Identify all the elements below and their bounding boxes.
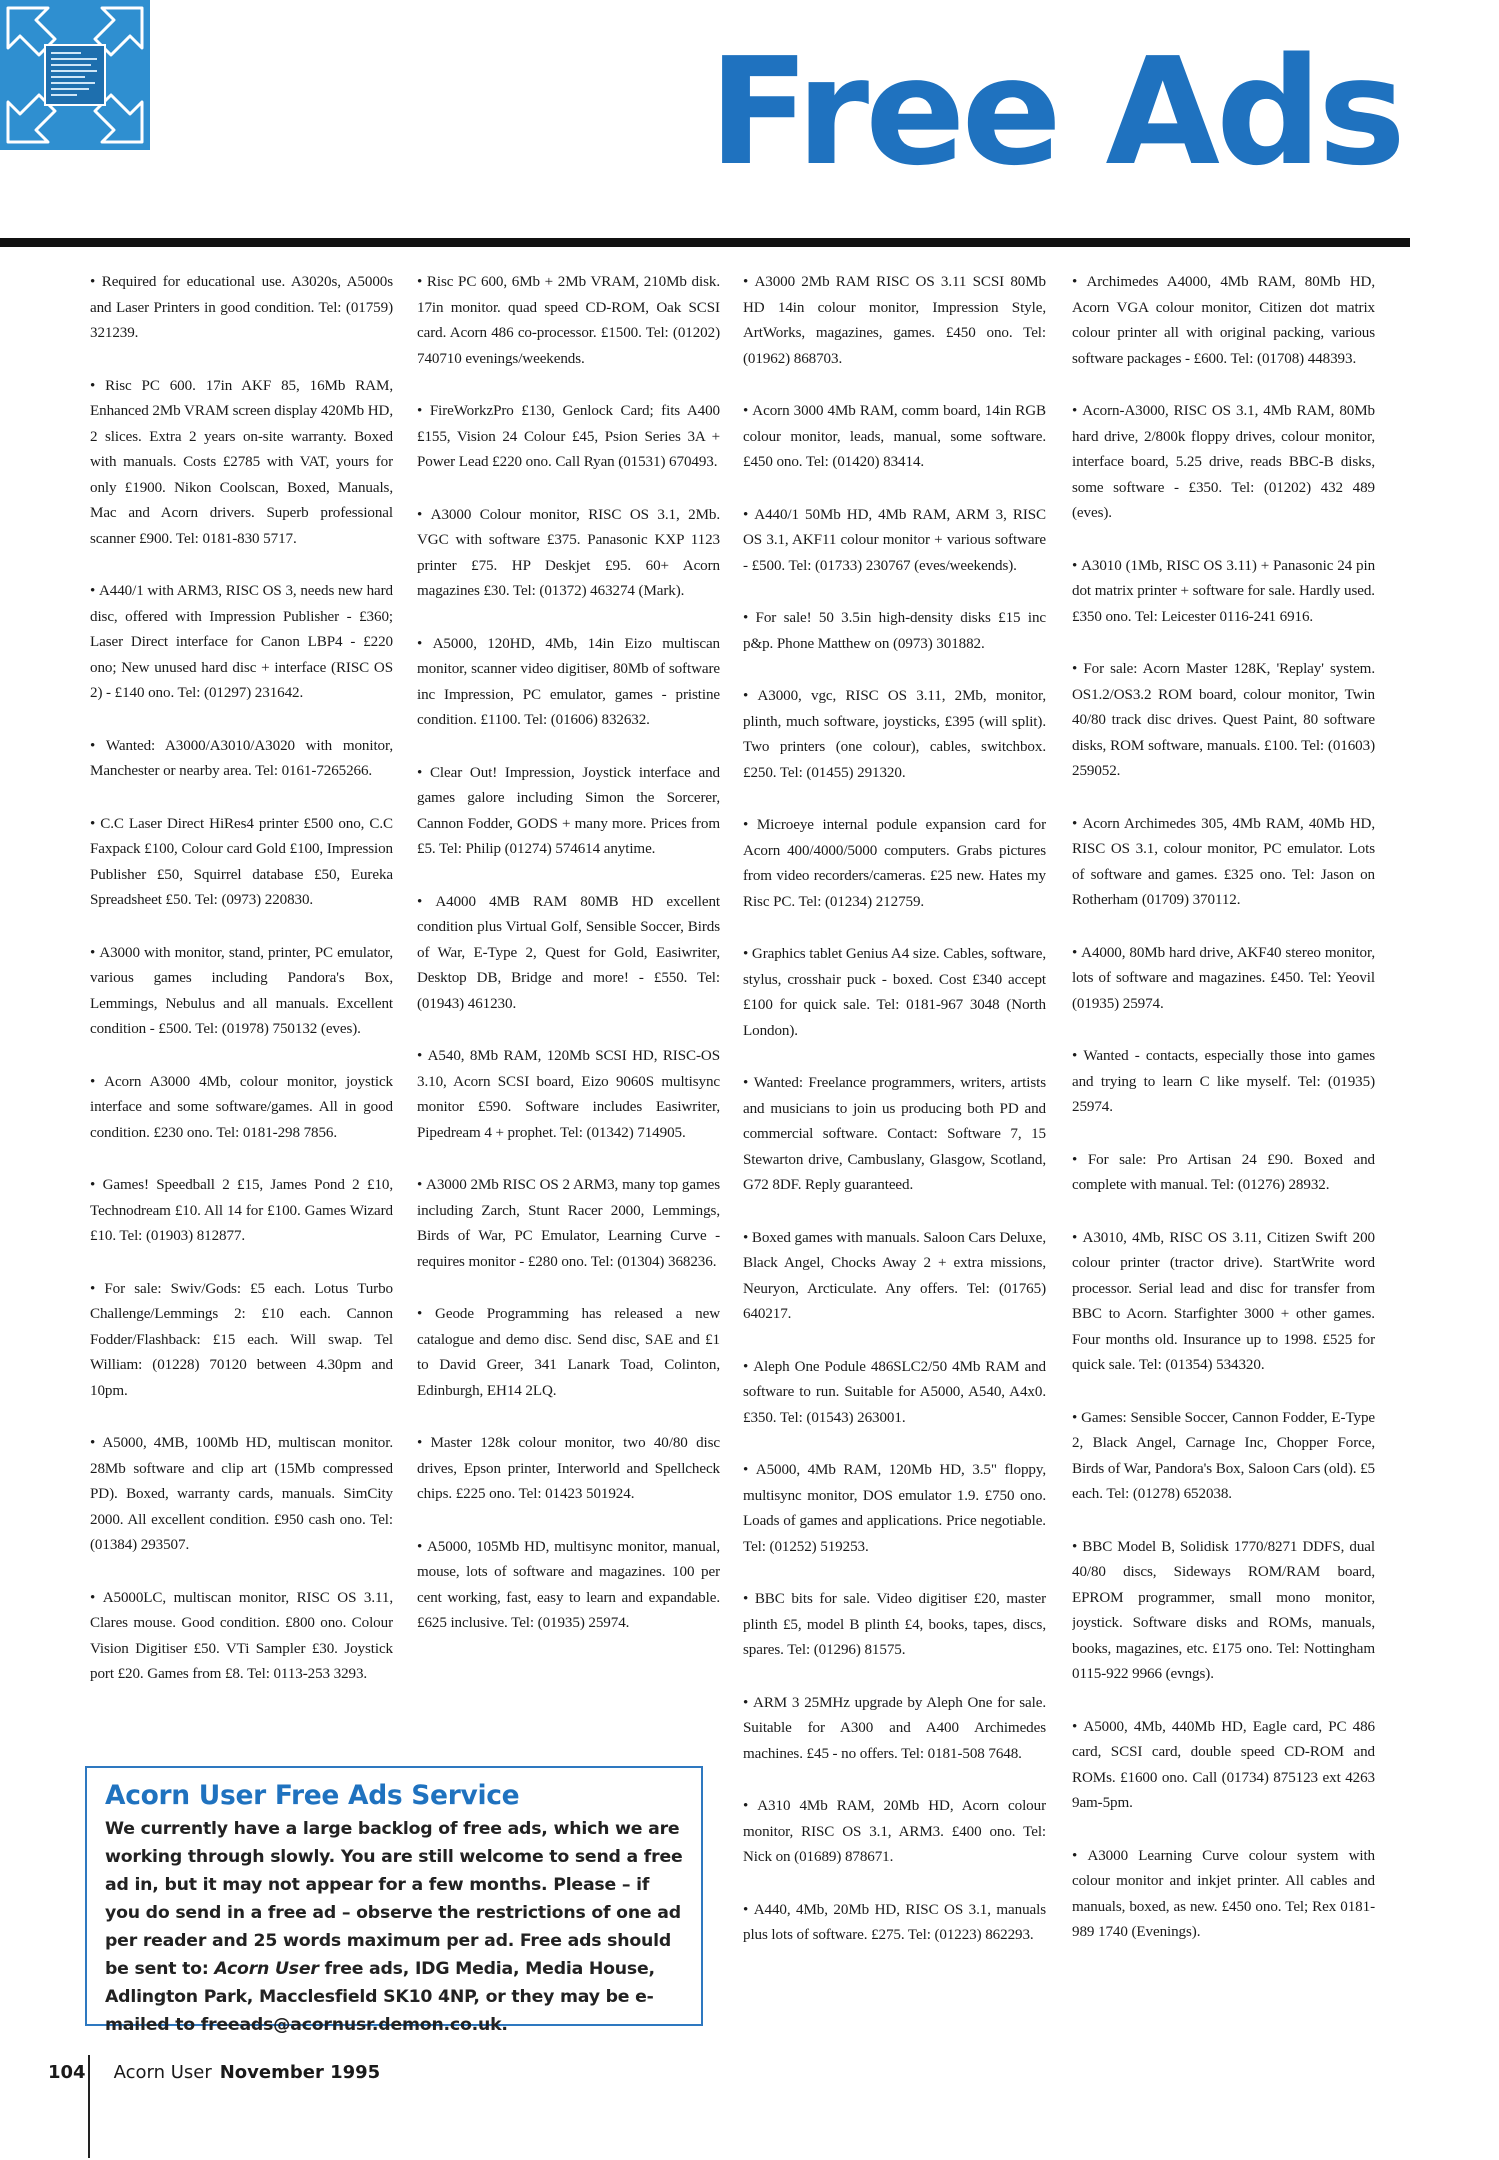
ad-item: • Archimedes A4000, 4Mb RAM, 80Mb HD, Acorn VGA colour monitor, Citizen dot matrix colour printer all with original packing, various software packages - £600. Tel: (01708) 448393. xyxy=(1072,270,1375,372)
ad-item: • A4000, 80Mb hard drive, AKF40 stereo monitor, lots of software and magazines. £450. Tel: Yeovil (01935) 25974. xyxy=(1072,941,1375,1018)
ad-item: • Graphics tablet Genius A4 size. Cables, software, stylus, crosshair puck - boxed. Cost £340 accept £100 for quick sale. Tel: 0181-967 3048 (North London). xyxy=(743,942,1046,1044)
ads-column-3 xyxy=(743,270,1046,2040)
ad-item: • Acorn 3000 4Mb RAM, comm board, 14in RGB colour monitor, leads, manual, some software. £450 ono. Tel: (01420) 83414. xyxy=(743,399,1046,476)
ad-item: • A3000 2Mb RISC OS 2 ARM3, many top games including Zarch, Stunt Racer 2000, Lemmings, Birds of War, PC Emulator, Learning Curve - requires monitor - £280 ono. Tel: (01304) 368236. xyxy=(417,1173,720,1275)
ad-item: • Wanted: A3000/A3010/A3020 with monitor, Manchester or nearby area. Tel: 0161-7265266. xyxy=(90,734,393,785)
ad-item: • C.C Laser Direct HiRes4 printer £500 ono, C.C Faxpack £100, Colour card Gold £100, Impression Publisher £50, Squirrel database £50, Eureka Spreadsheet £50. Tel: (0973) 220830. xyxy=(90,812,393,914)
footer-magazine: Acorn User xyxy=(113,2061,212,2083)
ad-item: • A3000, vgc, RISC OS 3.11, 2Mb, monitor, plinth, much software, joysticks, £395 (will split). Two printers (one colour), cables, switchbox. £250. Tel: (01455) 291320. xyxy=(743,684,1046,786)
ad-item: • A440/1 with ARM3, RISC OS 3, needs new hard disc, offered with Impression Publisher - £360; Laser Direct interface for Canon LBP4 - £220 ono; New unused hard disc + interface (RISC OS 2) - £140 ono. Tel: (01297) 231642. xyxy=(90,579,393,707)
ad-item: • A5000, 105Mb HD, multisync monitor, manual, mouse, lots of software and magazines. 100 per cent working, fast, easy to learn and expandable. £625 inclusive. Tel: (01935) 25974. xyxy=(417,1535,720,1637)
ad-item: • Boxed games with manuals. Saloon Cars Deluxe, Black Angel, Chocks Away 2 + extra missions, Neuryon, Arcticulate. Any offers. Tel: (01765) 640217. xyxy=(743,1226,1046,1328)
ad-item: • Required for educational use. A3020s, A5000s and Laser Printers in good condition. Tel: (01759) 321239. xyxy=(90,270,393,347)
ad-item: • Aleph One Podule 486SLC2/50 4Mb RAM and software to run. Suitable for A5000, A540, A4x0. £350. Tel: (01543) 263001. xyxy=(743,1355,1046,1432)
service-heading: Acorn User Free Ads Service xyxy=(105,1780,520,1811)
page-title: Free Ads xyxy=(708,26,1402,198)
ad-item: • Wanted - contacts, especially those into games and trying to learn C like myself. Tel: (01935) 25974. xyxy=(1072,1044,1375,1121)
ad-item: • Master 128k colour monitor, two 40/80 disc drives, Epson printer, Interworld and Spellcheck chips. £225 ono. Tel: 01423 501924. xyxy=(417,1431,720,1508)
ad-item: • For sale: Pro Artisan 24 £90. Boxed and complete with manual. Tel: (01276) 28932. xyxy=(1072,1148,1375,1199)
ad-item: • Acorn-A3000, RISC OS 3.1, 4Mb RAM, 80Mb hard drive, 2/800k floppy drives, colour monitor, interface board, 5.25 drive, reads BBC-B disks, some software - £350. Tel: (01202) 432 489 (eves). xyxy=(1072,399,1375,527)
ad-item: • For sale: Acorn Master 128K, 'Replay' system. OS1.2/OS3.2 ROM board, colour monitor, Twin 40/80 track disc drives. Quest Paint, 80 software disks, ROM software, manuals. £100. Tel: (01603) 259052. xyxy=(1072,657,1375,785)
ad-item: • A310 4Mb RAM, 20Mb HD, Acorn colour monitor, RISC OS 3.1, ARM3. £400 ono. Tel: Nick on (01689) 878671. xyxy=(743,1794,1046,1871)
ad-item: • Geode Programming has released a new catalogue and demo disc. Send disc, SAE and £1 to David Greer, 341 Lanark Toad, Colinton, Edinburgh, EH14 2LQ. xyxy=(417,1302,720,1404)
ad-item: • A3000 2Mb RAM RISC OS 3.11 SCSI 80Mb HD 14in colour monitor, Impression Style, ArtWorks, magazines, games. £450 ono. Tel: (01962) 868703. xyxy=(743,270,1046,372)
ad-item: • A3010 (1Mb, RISC OS 3.11) + Panasonic 24 pin dot matrix printer + software for sale. Hardly used. £350 ono. Tel: Leicester 0116-241 6916. xyxy=(1072,554,1375,631)
ad-item: • A3010, 4Mb, RISC OS 3.11, Citizen Swift 200 colour printer (tractor drive). StartWrite word processor. Serial lead and disc for transfer from BBC to Acorn. Starfighter 3000 + other games. Four months old. Insurance up to 1998. £525 for quick sale. Tel: (01354) 534320. xyxy=(1072,1226,1375,1379)
footer-divider xyxy=(88,2055,90,2158)
ad-item: • Games! Speedball 2 £15, James Pond 2 £10, Technodream £10. All 14 for £100. Games Wizard £10. Tel: (01903) 812877. xyxy=(90,1173,393,1250)
ads-column-4 xyxy=(1072,270,1375,2040)
free-ads-service-box xyxy=(85,1766,703,2035)
ad-item: • Risc PC 600. 17in AKF 85, 16Mb RAM, Enhanced 2Mb VRAM screen display 420Mb HD, 2 slices. Extra 2 years on-site warranty. Boxed with manuals. Costs £2785 with VAT, yours for only £1900. Nikon Coolscan, Boxed, Manuals, Mac and Acorn drivers. Superb professional scanner £900. Tel: 0181-830 5717. xyxy=(90,374,393,553)
ad-item: • A440/1 50Mb HD, 4Mb RAM, ARM 3, RISC OS 3.1, AKF11 colour monitor + various software - £500. Tel: (01733) 230767 (eves/weekends). xyxy=(743,503,1046,580)
ad-item: • A3000 with monitor, stand, printer, PC emulator, various games including Pandora's Box, Lemmings, Nebulus and all manuals. Excellent condition - £500. Tel: (01978) 750132 (eves). xyxy=(90,941,393,1043)
ad-item: • Games: Sensible Soccer, Cannon Fodder, E-Type 2, Black Angel, Carnage Inc, Chopper Force, Birds of War, Pandora's Box, Saloon Cars (old). £5 each. Tel: (01278) 652038. xyxy=(1072,1406,1375,1508)
ad-item: • BBC Model B, Solidisk 1770/8271 DDFS, dual 40/80 discs, Sideways ROM/RAM board, EPROM programmer, small mono monitor, joystick. Software disks and ROMs, manuals, books, magazines, etc. £175 ono. Tel: Nottingham 0115-922 9966 (evngs). xyxy=(1072,1535,1375,1688)
ad-item: • A4000 4MB RAM 80MB HD excellent condition plus Virtual Golf, Sensible Soccer, Birds of War, E-Type 2, Quest for Gold, Easiwriter, Desktop DB, Bridge and more! - £550. Tel: (01943) 461230. xyxy=(417,890,720,1018)
ad-item: • Acorn Archimedes 305, 4Mb RAM, 40Mb HD, RISC OS 3.1, colour monitor, PC emulator. Lots of software and games. £325 ono. Tel: Jason on Rotherham (01709) 370112. xyxy=(1072,812,1375,914)
ad-item: • Clear Out! Impression, Joystick interface and games galore including Simon the Sorcerer, Cannon Fodder, GODS + many more. Prices from £5. Tel: Philip (01274) 574614 anytime. xyxy=(417,761,720,863)
ad-item: • ARM 3 25MHz upgrade by Aleph One for sale. Suitable for A300 and A400 Archimedes machines. £45 - no offers. Tel: 0181-508 7648. xyxy=(743,1691,1046,1768)
ad-item: • A5000LC, multiscan monitor, RISC OS 3.11, Clares mouse. Good condition. £800 ono. Colour Vision Digitiser £50. VTi Sampler £30. Joystick port £20. Games from £8. Tel: 0113-253 3293. xyxy=(90,1586,393,1688)
ad-item: • Acorn A3000 4Mb, colour monitor, joystick interface and some software/games. All in good condition. £230 ono. Tel: 0181-298 7856. xyxy=(90,1070,393,1147)
page-number: 104 xyxy=(48,2061,86,2083)
service-body-text: We currently have a large backlog of free ads, which we are working through slowly. You are still welcome to send a free ad in, but it may not appear for a few months. Please – if you do send in a free ad – observe the restrictions of one ad per reader and 25 words maximum per ad. Free ads should be sent to: xyxy=(105,1819,683,1979)
ad-item: • For sale! 50 3.5in high-density disks £15 inc p&p. Phone Matthew on (0973) 301882. xyxy=(743,606,1046,657)
ad-item: • BBC bits for sale. Video digitiser £20, master plinth £5, model B plinth £4, books, tapes, discs, spares. Tel: (01296) 81575. xyxy=(743,1587,1046,1664)
ad-item: • FireWorkzPro £130, Genlock Card; fits A400 £155, Vision 24 Colour £45, Psion Series 3A + Power Lead £220 ono. Call Ryan (01531) 670493. xyxy=(417,399,720,476)
ad-item: • A3000 Learning Curve colour system with colour monitor and inkjet printer. All cables and manuals, boxed, as new. £450 ono. Tel; Rex 0181-989 1740 (Evenings). xyxy=(1072,1844,1375,1946)
ad-item: • For sale: Swiv/Gods: £5 each. Lotus Turbo Challenge/Lemmings 2: £10 each. Cannon Fodder/Flashback: £15 each. Will swap. Tel William: (01228) 70120 between 4.30pm and 10pm. xyxy=(90,1277,393,1405)
footer-issue: November 1995 xyxy=(219,2061,381,2083)
ad-item: • A5000, 120HD, 4Mb, 14in Eizo multiscan monitor, scanner video digitiser, 80Mb of software inc Impression, PC emulator, games - pristine condition. £1100. Tel: (01606) 832632. xyxy=(417,632,720,734)
ad-item: • A440, 4Mb, 20Mb HD, RISC OS 3.1, manuals plus lots of software. £275. Tel: (01223) 862293. xyxy=(743,1898,1046,1949)
service-body xyxy=(105,1815,683,2039)
ad-item: • Wanted: Freelance programmers, writers, artists and musicians to join us producing both PD and commercial software. Contact: Software 7, 15 Stewarton drive, Cambuslany, Glasgow, Scotland, G72 8DF. Reply guaranteed. xyxy=(743,1071,1046,1199)
page-footer xyxy=(48,2057,380,2087)
ad-item: • A5000, 4Mb RAM, 120Mb HD, 3.5" floppy, multisync monitor, DOS emulator 1.9. £750 ono. Loads of games and applications. Price negotiable. Tel: (01252) 519253. xyxy=(743,1458,1046,1560)
ad-item: • Risc PC 600, 6Mb + 2Mb VRAM, 210Mb disk. 17in monitor. quad speed CD-ROM, Oak SCSI card. Acorn 486 co-processor. £1500. Tel: (01202) 740710 evenings/weekends. xyxy=(417,270,720,372)
service-body-magazine: Acorn User xyxy=(214,1959,319,1979)
ad-item: • Microeye internal podule expansion card for Acorn 400/4000/5000 computers. Grabs pictures from video recorders/cameras. £25 new. Hates my Risc PC. Tel: (01234) 212759. xyxy=(743,813,1046,915)
ad-item: • A540, 8Mb RAM, 120Mb SCSI HD, RISC-OS 3.10, Acorn SCSI board, Eizo 9060S multisync monitor £590. Software includes Easiwriter, Pipedream 4 + prophet. Tel: (01342) 714905. xyxy=(417,1044,720,1146)
ad-item: • A5000, 4MB, 100Mb HD, multiscan monitor. 28Mb software and clip art (15Mb compressed PD). Boxed, warranty cards, manuals. SimCity 2000. All excellent condition. £950 cash ono. Tel: (01384) 293507. xyxy=(90,1431,393,1559)
header-rule xyxy=(0,238,1410,247)
ad-item: • A3000 Colour monitor, RISC OS 3.1, 2Mb. VGC with software £375. Panasonic KXP 1123 printer £75. HP Deskjet £95. 60+ Acorn magazines £30. Tel: (01372) 463274 (Mark). xyxy=(417,503,720,605)
section-logo-icon xyxy=(0,0,150,150)
ad-item: • A5000, 4Mb, 440Mb HD, Eagle card, PC 486 card, SCSI card, double speed CD-ROM and ROMs. £1600 ono. Call (01734) 875123 ext 4263 9am-5pm. xyxy=(1072,1715,1375,1817)
service-body-address: free ads, IDG Media, Media House, Adlington Park, Macclesfield SK10 4NP, or they may be e-mailed to freeads@acornusr.demon.co.uk. xyxy=(105,1959,655,2035)
